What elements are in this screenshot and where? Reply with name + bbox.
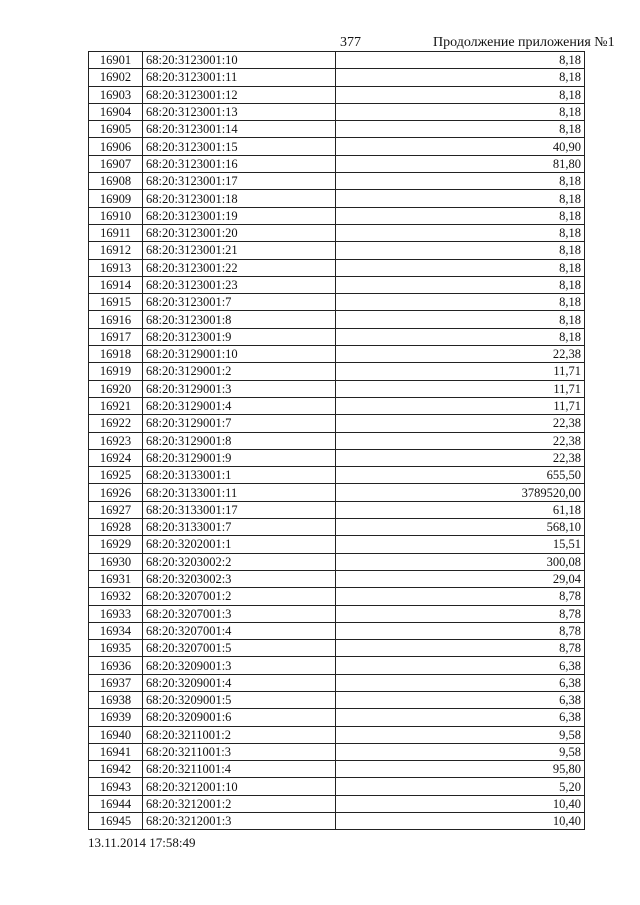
table-row <box>89 743 585 760</box>
row-number-cell: 16945 <box>89 813 143 830</box>
row-number-cell: 16901 <box>89 52 143 69</box>
cadastral-number-cell: 68:20:3123001:22 <box>143 259 336 276</box>
table-row <box>89 519 585 536</box>
row-number-cell: 16919 <box>89 363 143 380</box>
cadastral-number-cell: 68:20:3123001:17 <box>143 173 336 190</box>
cadastral-table <box>88 51 585 830</box>
value-cell: 300,08 <box>336 553 585 570</box>
cadastral-number-cell: 68:20:3133001:11 <box>143 484 336 501</box>
cadastral-number-cell: 68:20:3207001:4 <box>143 622 336 639</box>
value-cell: 8,78 <box>336 605 585 622</box>
value-cell: 8,78 <box>336 622 585 639</box>
cadastral-number-cell: 68:20:3123001:19 <box>143 207 336 224</box>
table-row <box>89 467 585 484</box>
cadastral-number-cell: 68:20:3209001:5 <box>143 691 336 708</box>
row-number-cell: 16935 <box>89 640 143 657</box>
cadastral-number-cell: 68:20:3209001:4 <box>143 674 336 691</box>
row-number-cell: 16903 <box>89 86 143 103</box>
cadastral-number-cell: 68:20:3129001:9 <box>143 449 336 466</box>
row-number-cell: 16905 <box>89 121 143 138</box>
cadastral-number-cell: 68:20:3203002:2 <box>143 553 336 570</box>
row-number-cell: 16930 <box>89 553 143 570</box>
table-row <box>89 536 585 553</box>
table-row <box>89 138 585 155</box>
row-number-cell: 16910 <box>89 207 143 224</box>
value-cell: 5,20 <box>336 778 585 795</box>
row-number-cell: 16915 <box>89 294 143 311</box>
value-cell: 22,38 <box>336 432 585 449</box>
cadastral-number-cell: 68:20:3129001:3 <box>143 380 336 397</box>
cadastral-number-cell: 68:20:3129001:4 <box>143 397 336 414</box>
row-number-cell: 16924 <box>89 449 143 466</box>
value-cell: 10,40 <box>336 795 585 812</box>
value-cell: 29,04 <box>336 570 585 587</box>
row-number-cell: 16942 <box>89 761 143 778</box>
cadastral-number-cell: 68:20:3123001:10 <box>143 52 336 69</box>
value-cell: 8,18 <box>336 311 585 328</box>
table-row <box>89 121 585 138</box>
value-cell: 11,71 <box>336 363 585 380</box>
row-number-cell: 16911 <box>89 224 143 241</box>
table-row <box>89 795 585 812</box>
table-row <box>89 709 585 726</box>
table-row <box>89 449 585 466</box>
row-number-cell: 16923 <box>89 432 143 449</box>
cadastral-number-cell: 68:20:3123001:16 <box>143 155 336 172</box>
row-number-cell: 16918 <box>89 346 143 363</box>
row-number-cell: 16926 <box>89 484 143 501</box>
table-row <box>89 484 585 501</box>
table-row <box>89 380 585 397</box>
value-cell: 22,38 <box>336 449 585 466</box>
table-row <box>89 86 585 103</box>
value-cell: 8,18 <box>336 173 585 190</box>
value-cell: 8,78 <box>336 588 585 605</box>
cadastral-number-cell: 68:20:3129001:7 <box>143 415 336 432</box>
value-cell: 6,38 <box>336 691 585 708</box>
row-number-cell: 16908 <box>89 173 143 190</box>
table-row <box>89 397 585 414</box>
value-cell: 81,80 <box>336 155 585 172</box>
page-number: 377 <box>340 35 361 50</box>
cadastral-number-cell: 68:20:3211001:3 <box>143 743 336 760</box>
row-number-cell: 16927 <box>89 501 143 518</box>
row-number-cell: 16909 <box>89 190 143 207</box>
cadastral-number-cell: 68:20:3207001:3 <box>143 605 336 622</box>
table-row <box>89 311 585 328</box>
cadastral-number-cell: 68:20:3203002:3 <box>143 570 336 587</box>
row-number-cell: 16941 <box>89 743 143 760</box>
cadastral-number-cell: 68:20:3211001:2 <box>143 726 336 743</box>
value-cell: 9,58 <box>336 743 585 760</box>
value-cell: 8,18 <box>336 259 585 276</box>
row-number-cell: 16920 <box>89 380 143 397</box>
row-number-cell: 16929 <box>89 536 143 553</box>
value-cell: 8,18 <box>336 207 585 224</box>
row-number-cell: 16933 <box>89 605 143 622</box>
table-row <box>89 190 585 207</box>
row-number-cell: 16931 <box>89 570 143 587</box>
table-body <box>89 52 585 830</box>
row-number-cell: 16902 <box>89 69 143 86</box>
table-row <box>89 657 585 674</box>
cadastral-number-cell: 68:20:3129001:8 <box>143 432 336 449</box>
value-cell: 8,18 <box>336 69 585 86</box>
cadastral-number-cell: 68:20:3133001:1 <box>143 467 336 484</box>
table-row <box>89 294 585 311</box>
table-row <box>89 276 585 293</box>
value-cell: 8,18 <box>336 328 585 345</box>
table-row <box>89 691 585 708</box>
value-cell: 6,38 <box>336 657 585 674</box>
value-cell: 8,18 <box>336 103 585 120</box>
table-row <box>89 605 585 622</box>
cadastral-number-cell: 68:20:3123001:13 <box>143 103 336 120</box>
value-cell: 568,10 <box>336 519 585 536</box>
cadastral-number-cell: 68:20:3123001:21 <box>143 242 336 259</box>
cadastral-number-cell: 68:20:3202001:1 <box>143 536 336 553</box>
value-cell: 8,18 <box>336 190 585 207</box>
row-number-cell: 16922 <box>89 415 143 432</box>
table-row <box>89 103 585 120</box>
row-number-cell: 16928 <box>89 519 143 536</box>
cadastral-number-cell: 68:20:3209001:6 <box>143 709 336 726</box>
cadastral-number-cell: 68:20:3209001:3 <box>143 657 336 674</box>
value-cell: 22,38 <box>336 346 585 363</box>
cadastral-number-cell: 68:20:3133001:7 <box>143 519 336 536</box>
cadastral-number-cell: 68:20:3129001:2 <box>143 363 336 380</box>
value-cell: 40,90 <box>336 138 585 155</box>
value-cell: 8,18 <box>336 242 585 259</box>
print-timestamp: 13.11.2014 17:58:49 <box>88 835 196 850</box>
table-row <box>89 52 585 69</box>
cadastral-number-cell: 68:20:3123001:8 <box>143 311 336 328</box>
table-row <box>89 363 585 380</box>
cadastral-number-cell: 68:20:3212001:2 <box>143 795 336 812</box>
row-number-cell: 16904 <box>89 103 143 120</box>
table-row <box>89 242 585 259</box>
cadastral-number-cell: 68:20:3123001:20 <box>143 224 336 241</box>
value-cell: 61,18 <box>336 501 585 518</box>
value-cell: 9,58 <box>336 726 585 743</box>
table-row <box>89 778 585 795</box>
cadastral-number-cell: 68:20:3123001:7 <box>143 294 336 311</box>
row-number-cell: 16940 <box>89 726 143 743</box>
value-cell: 8,18 <box>336 294 585 311</box>
cadastral-number-cell: 68:20:3123001:9 <box>143 328 336 345</box>
cadastral-number-cell: 68:20:3129001:10 <box>143 346 336 363</box>
cadastral-number-cell: 68:20:3123001:12 <box>143 86 336 103</box>
row-number-cell: 16934 <box>89 622 143 639</box>
row-number-cell: 16917 <box>89 328 143 345</box>
table-row <box>89 207 585 224</box>
table-row <box>89 640 585 657</box>
value-cell: 10,40 <box>336 813 585 830</box>
row-number-cell: 16912 <box>89 242 143 259</box>
value-cell: 22,38 <box>336 415 585 432</box>
table-row <box>89 622 585 639</box>
row-number-cell: 16916 <box>89 311 143 328</box>
cadastral-number-cell: 68:20:3212001:10 <box>143 778 336 795</box>
row-number-cell: 16913 <box>89 259 143 276</box>
row-number-cell: 16939 <box>89 709 143 726</box>
cadastral-number-cell: 68:20:3207001:2 <box>143 588 336 605</box>
row-number-cell: 16932 <box>89 588 143 605</box>
cadastral-number-cell: 68:20:3123001:18 <box>143 190 336 207</box>
table-row <box>89 553 585 570</box>
row-number-cell: 16943 <box>89 778 143 795</box>
table-row <box>89 726 585 743</box>
table-row <box>89 432 585 449</box>
value-cell: 11,71 <box>336 397 585 414</box>
value-cell: 8,18 <box>336 86 585 103</box>
table-row <box>89 69 585 86</box>
cadastral-number-cell: 68:20:3123001:23 <box>143 276 336 293</box>
table-row <box>89 259 585 276</box>
row-number-cell: 16936 <box>89 657 143 674</box>
table-row <box>89 173 585 190</box>
table-row <box>89 588 585 605</box>
table-row <box>89 570 585 587</box>
row-number-cell: 16907 <box>89 155 143 172</box>
value-cell: 6,38 <box>336 674 585 691</box>
value-cell: 8,78 <box>336 640 585 657</box>
row-number-cell: 16938 <box>89 691 143 708</box>
value-cell: 8,18 <box>336 224 585 241</box>
value-cell: 8,18 <box>336 52 585 69</box>
row-number-cell: 16921 <box>89 397 143 414</box>
value-cell: 95,80 <box>336 761 585 778</box>
value-cell: 15,51 <box>336 536 585 553</box>
value-cell: 8,18 <box>336 276 585 293</box>
value-cell: 655,50 <box>336 467 585 484</box>
table-row <box>89 224 585 241</box>
table-row <box>89 346 585 363</box>
row-number-cell: 16925 <box>89 467 143 484</box>
table-row <box>89 501 585 518</box>
cadastral-number-cell: 68:20:3123001:14 <box>143 121 336 138</box>
table-row <box>89 415 585 432</box>
cadastral-number-cell: 68:20:3207001:5 <box>143 640 336 657</box>
cadastral-number-cell: 68:20:3133001:17 <box>143 501 336 518</box>
cadastral-number-cell: 68:20:3211001:4 <box>143 761 336 778</box>
value-cell: 8,18 <box>336 121 585 138</box>
table-row <box>89 674 585 691</box>
cadastral-number-cell: 68:20:3123001:15 <box>143 138 336 155</box>
row-number-cell: 16937 <box>89 674 143 691</box>
table-row <box>89 328 585 345</box>
value-cell: 3789520,00 <box>336 484 585 501</box>
table-row <box>89 155 585 172</box>
value-cell: 11,71 <box>336 380 585 397</box>
table-row <box>89 813 585 830</box>
row-number-cell: 16914 <box>89 276 143 293</box>
table-row <box>89 761 585 778</box>
row-number-cell: 16944 <box>89 795 143 812</box>
row-number-cell: 16906 <box>89 138 143 155</box>
cadastral-number-cell: 68:20:3212001:3 <box>143 813 336 830</box>
page-caption: Продолжение приложения №1 <box>433 35 615 50</box>
cadastral-number-cell: 68:20:3123001:11 <box>143 69 336 86</box>
value-cell: 6,38 <box>336 709 585 726</box>
